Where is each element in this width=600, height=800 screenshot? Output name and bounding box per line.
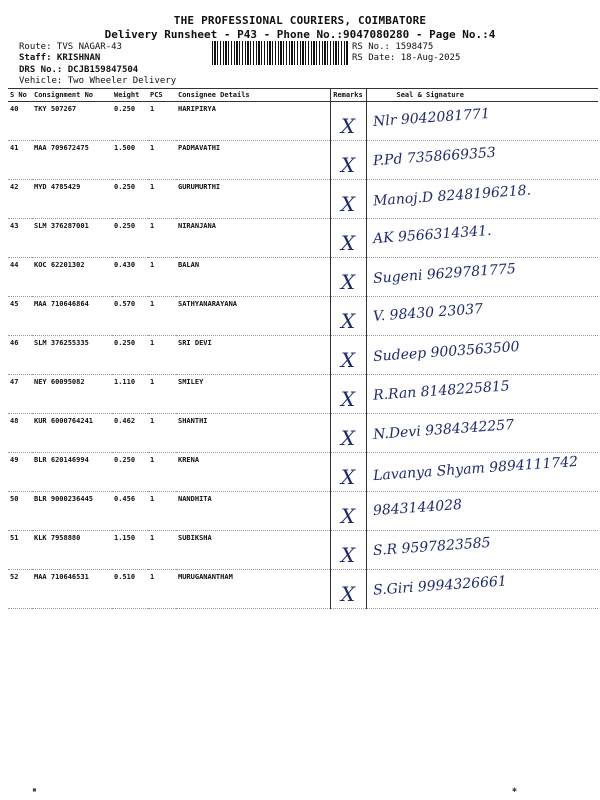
cell-signature	[366, 180, 598, 219]
cell-consignment: MYD 4785429	[32, 180, 112, 219]
cell-weight: 0.462	[112, 414, 148, 453]
cell-signature	[366, 375, 598, 414]
cell-pcs: 1	[148, 102, 176, 141]
scan-mark: ▪	[32, 785, 37, 794]
table-row	[8, 297, 598, 336]
table-header-row	[8, 89, 598, 102]
cell-sno: 47	[8, 375, 32, 414]
signature-text: 9843144028	[372, 496, 463, 520]
cell-consignee: SATHYANARAYANA	[176, 297, 330, 336]
cell-consignment: NEY 60095082	[32, 375, 112, 414]
remark-mark: X	[340, 192, 356, 216]
cell-consignee: SMILEY	[176, 375, 330, 414]
cell-consignee: BALAN	[176, 258, 330, 297]
cell-consignee: KRENA	[176, 453, 330, 492]
vehicle-label: Vehicle: Two Wheeler Delivery	[19, 76, 177, 86]
cell-consignee: HARIPIRYA	[176, 102, 330, 141]
cell-sno: 51	[8, 531, 32, 570]
route-label: Route: TVS NAGAR-43	[19, 42, 122, 52]
cell-signature	[366, 258, 598, 297]
cell-remarks	[330, 258, 366, 297]
cell-remarks	[330, 570, 366, 609]
cell-sno: 44	[8, 258, 32, 297]
signature-text: S.Giri 9994326661	[372, 573, 507, 599]
table-row	[8, 414, 598, 453]
drs-label: DRS No.: DCJB159847504	[19, 65, 139, 75]
signature-text: Sugeni 9629781775	[372, 261, 516, 287]
cell-remarks	[330, 414, 366, 453]
signature-text: S.R 9597823585	[372, 534, 491, 560]
cell-signature	[366, 414, 598, 453]
cell-remarks	[330, 492, 366, 531]
cell-pcs: 1	[148, 258, 176, 297]
col-sno: S No	[8, 89, 32, 102]
cell-weight: 0.456	[112, 492, 148, 531]
rs-date: RS Date: 18-Aug-2025	[352, 53, 461, 63]
cell-sno: 49	[8, 453, 32, 492]
cell-pcs: 1	[148, 414, 176, 453]
table-row	[8, 492, 598, 531]
remark-mark: X	[340, 543, 356, 567]
signature-text: Manoj.D 8248196218.	[372, 182, 531, 210]
remark-mark: X	[340, 465, 356, 489]
remark-mark: X	[340, 114, 356, 138]
cell-consignee: MURUGANANTHAM	[176, 570, 330, 609]
cell-sno: 48	[8, 414, 32, 453]
col-consignee: Consignee Details	[176, 89, 330, 102]
company-title: THE PROFESSIONAL COURIERS, COIMBATORE	[173, 14, 427, 27]
cell-consignment: SLM 376255335	[32, 336, 112, 375]
cell-consignee: NANDHITA	[176, 492, 330, 531]
cell-pcs: 1	[148, 141, 176, 180]
remark-mark: X	[340, 387, 356, 411]
cell-pcs: 1	[148, 531, 176, 570]
cell-weight: 0.250	[112, 453, 148, 492]
cell-consignment: KLK 7958880	[32, 531, 112, 570]
cell-weight: 0.250	[112, 102, 148, 141]
cell-signature	[366, 102, 598, 141]
cell-signature	[366, 453, 598, 492]
remark-mark: X	[340, 426, 356, 450]
cell-weight: 1.150	[112, 531, 148, 570]
col-remarks: Remarks	[330, 89, 366, 102]
cell-sno: 40	[8, 102, 32, 141]
table-row	[8, 336, 598, 375]
runsheet-table	[8, 88, 598, 609]
cell-pcs: 1	[148, 180, 176, 219]
cell-pcs: 1	[148, 492, 176, 531]
cell-remarks	[330, 141, 366, 180]
cell-weight: 0.250	[112, 219, 148, 258]
cell-consignee: PADMAVATHI	[176, 141, 330, 180]
table-row	[8, 453, 598, 492]
cell-remarks	[330, 219, 366, 258]
table-row	[8, 375, 598, 414]
table-row	[8, 141, 598, 180]
cell-consignment: KUR 6000764241	[32, 414, 112, 453]
remark-mark: X	[340, 504, 356, 528]
signature-text: N.Devi 9384342257	[372, 417, 515, 443]
cell-remarks	[330, 375, 366, 414]
cell-pcs: 1	[148, 336, 176, 375]
cell-signature	[366, 570, 598, 609]
remark-mark: X	[340, 582, 356, 606]
col-signature: Seal & Signature	[366, 89, 598, 102]
table-row	[8, 180, 598, 219]
remark-mark: X	[340, 231, 356, 255]
cell-pcs: 1	[148, 297, 176, 336]
col-consignment: Consignment No	[32, 89, 112, 102]
cell-consignment: SLM 376287001	[32, 219, 112, 258]
cell-weight: 0.250	[112, 180, 148, 219]
remark-mark: X	[340, 348, 356, 372]
cell-sno: 42	[8, 180, 32, 219]
signature-text: AK 9566314341.	[372, 222, 492, 248]
cell-weight: 0.430	[112, 258, 148, 297]
cell-consignee: SHANTHI	[176, 414, 330, 453]
cell-signature	[366, 141, 598, 180]
table-row	[8, 258, 598, 297]
signature-text: V. 98430 23037	[372, 301, 484, 325]
cell-signature	[366, 336, 598, 375]
cell-pcs: 1	[148, 219, 176, 258]
remark-mark: X	[340, 309, 356, 333]
cell-signature	[366, 297, 598, 336]
cell-signature	[366, 492, 598, 531]
runsheet-subtitle: Delivery Runsheet - P43 - Phone No.:9047080280 - Page No.:4	[104, 28, 496, 41]
staff-label: Staff: KRISHNAN	[19, 53, 101, 63]
cell-consignment: MAA 710646531	[32, 570, 112, 609]
cell-sno: 50	[8, 492, 32, 531]
cell-consignment: MAA 709672475	[32, 141, 112, 180]
cell-consignee: SUBIKSHA	[176, 531, 330, 570]
cell-consignment: KOC 62201302	[32, 258, 112, 297]
cell-consignment: TKY 507267	[32, 102, 112, 141]
cell-weight: 1.500	[112, 141, 148, 180]
cell-sno: 46	[8, 336, 32, 375]
cell-remarks	[330, 180, 366, 219]
cell-sno: 45	[8, 297, 32, 336]
cell-pcs: 1	[148, 453, 176, 492]
scan-mark: ✱	[512, 785, 517, 794]
cell-consignee: GURUMURTHI	[176, 180, 330, 219]
col-weight: Weight	[112, 89, 148, 102]
cell-remarks	[330, 336, 366, 375]
table-row	[8, 531, 598, 570]
cell-sno: 43	[8, 219, 32, 258]
cell-weight: 0.510	[112, 570, 148, 609]
cell-consignment: BLR 9000236445	[32, 492, 112, 531]
signature-text: Lavanya Shyam 9894111742	[372, 453, 579, 485]
cell-signature	[366, 219, 598, 258]
cell-weight: 0.250	[112, 336, 148, 375]
cell-signature	[366, 531, 598, 570]
cell-sno: 41	[8, 141, 32, 180]
table-row	[8, 102, 598, 141]
cell-weight: 1.110	[112, 375, 148, 414]
table-row	[8, 219, 598, 258]
rs-number: RS No.: 1598475	[352, 42, 434, 52]
remark-mark: X	[340, 153, 356, 177]
cell-remarks	[330, 531, 366, 570]
cell-sno: 52	[8, 570, 32, 609]
signature-text: Nlr 9042081771	[372, 105, 490, 131]
cell-consignee: SRI DEVI	[176, 336, 330, 375]
signature-text: R.Ran 8148225815	[372, 378, 510, 404]
cell-remarks	[330, 453, 366, 492]
barcode	[212, 41, 348, 65]
table-row	[8, 570, 598, 609]
cell-consignee: NIRANJANA	[176, 219, 330, 258]
signature-text: P.Pd 7358669353	[372, 144, 496, 170]
cell-consignment: BLR 620146994	[32, 453, 112, 492]
cell-pcs: 1	[148, 570, 176, 609]
cell-remarks	[330, 297, 366, 336]
signature-text: Sudeep 9003563500	[372, 338, 520, 366]
col-pcs: PCS	[148, 89, 176, 102]
cell-weight: 0.570	[112, 297, 148, 336]
cell-remarks	[330, 102, 366, 141]
cell-pcs: 1	[148, 375, 176, 414]
cell-consignment: MAA 710646864	[32, 297, 112, 336]
remark-mark: X	[340, 270, 356, 294]
